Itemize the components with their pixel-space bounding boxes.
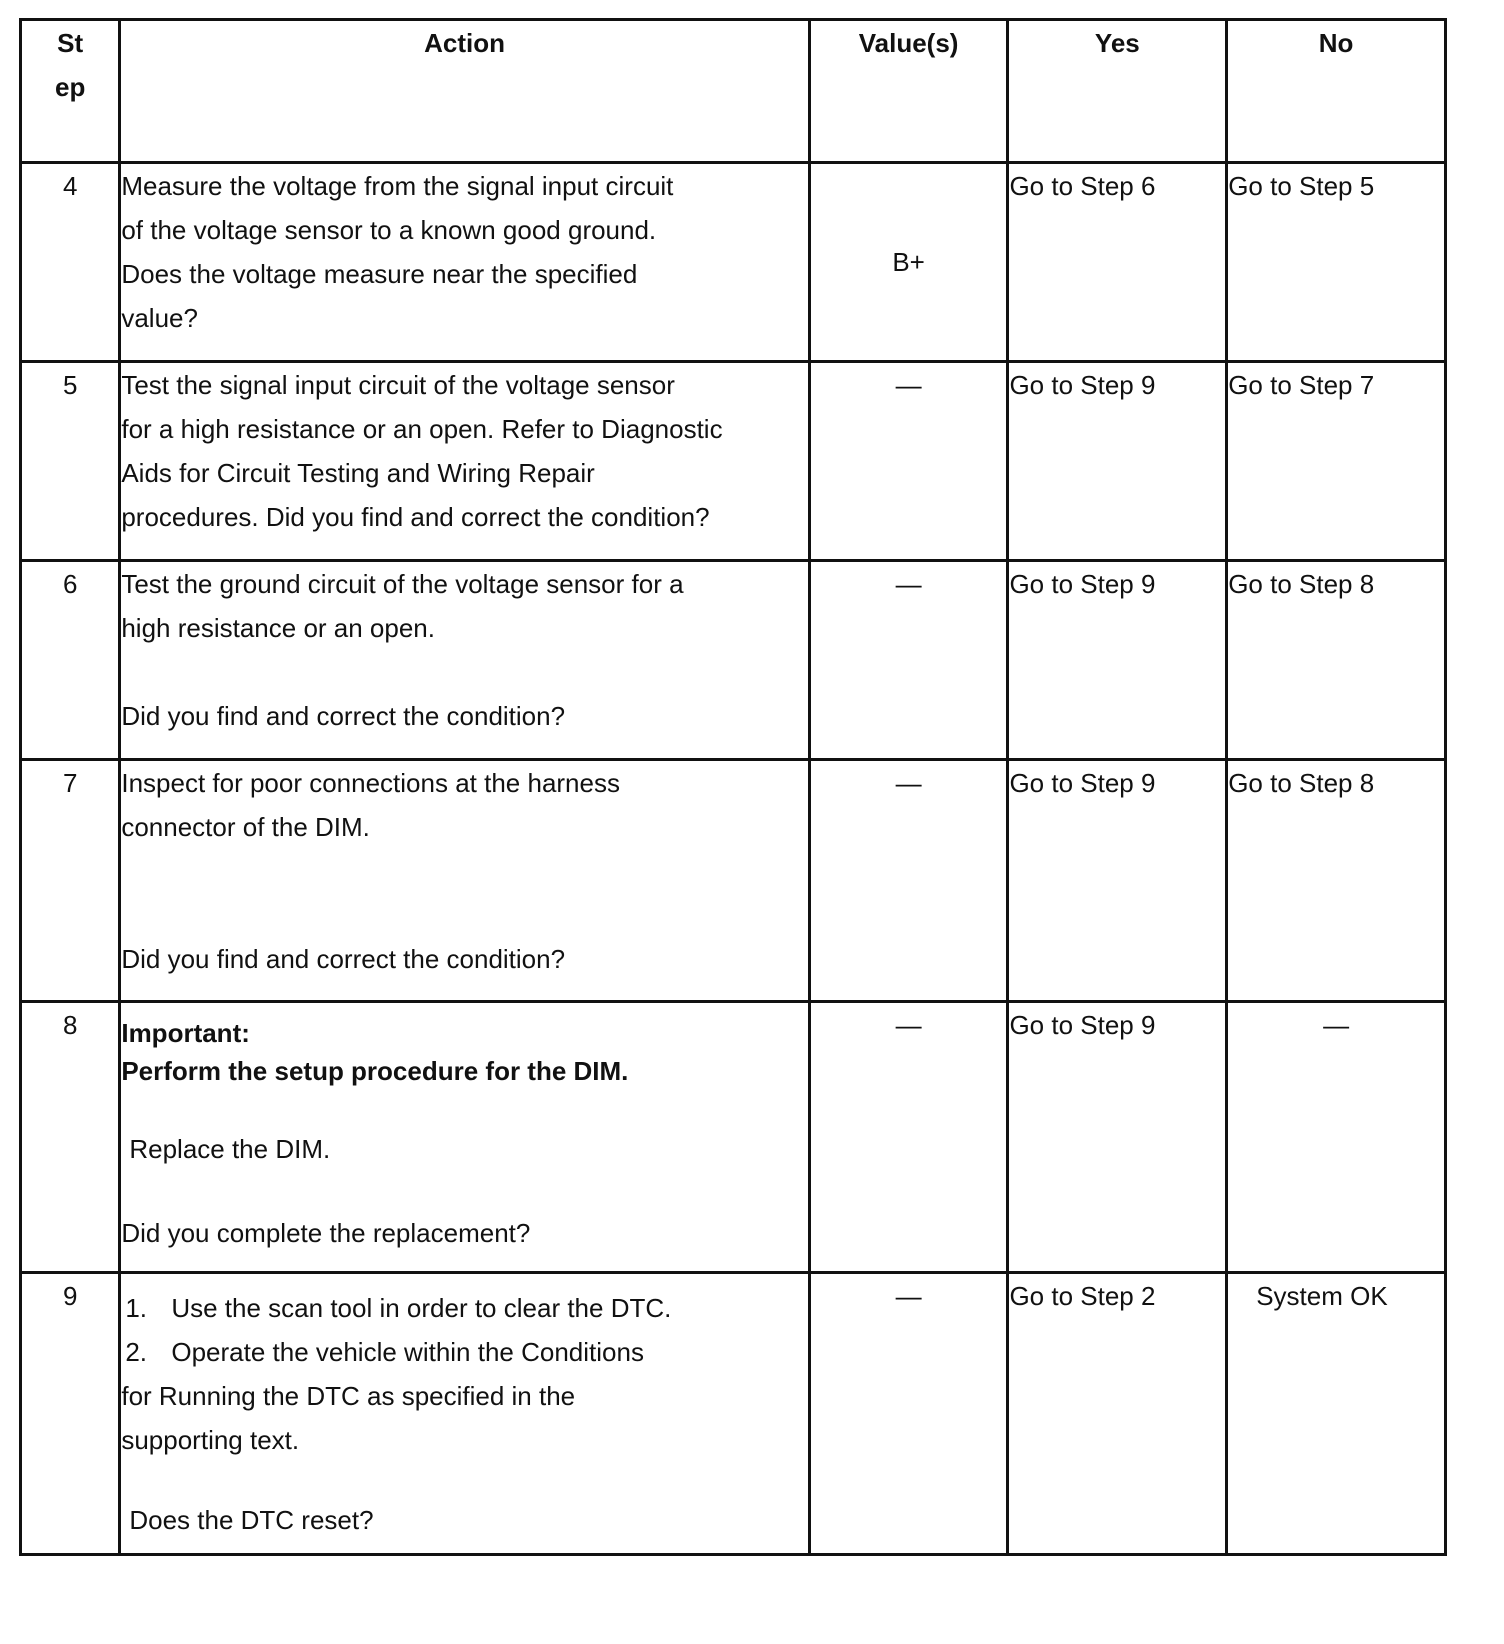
table-row-step-7 bbox=[21, 760, 1446, 1002]
value-cell: B+ bbox=[809, 163, 1008, 362]
yes-result: Go to Step 9 bbox=[1008, 760, 1227, 1002]
yes-result: Go to Step 9 bbox=[1008, 1002, 1227, 1273]
action-line: value? bbox=[121, 303, 198, 333]
header-yes: Yes bbox=[1008, 20, 1227, 163]
step-number: 6 bbox=[21, 561, 120, 760]
step-number: 5 bbox=[21, 362, 120, 561]
table-row-step-5 bbox=[21, 362, 1446, 561]
yes-result: Go to Step 2 bbox=[1008, 1273, 1227, 1555]
table-row-step-8 bbox=[21, 1002, 1446, 1273]
header-no: No bbox=[1227, 20, 1446, 163]
no-result: System OK bbox=[1227, 1273, 1446, 1555]
value-cell: — bbox=[809, 362, 1008, 561]
step-number: 4 bbox=[21, 163, 120, 362]
diagnostic-table bbox=[19, 18, 1447, 1556]
step-number: 8 bbox=[21, 1002, 120, 1273]
yes-result: Go to Step 6 bbox=[1008, 163, 1227, 362]
action-text bbox=[120, 163, 809, 362]
list-number: 2. bbox=[125, 1337, 148, 1367]
action-line: Aids for Circuit Testing and Wiring Repair bbox=[121, 458, 595, 488]
step-number: 7 bbox=[21, 760, 120, 1002]
action-line: Replace the DIM. bbox=[129, 1134, 331, 1164]
value-cell: — bbox=[809, 561, 1008, 760]
value-cell: — bbox=[809, 760, 1008, 1002]
action-line: Test the signal input circuit of the voltage sensor bbox=[121, 370, 675, 400]
list-item bbox=[121, 1286, 807, 1330]
header-step-line1: St bbox=[57, 28, 84, 58]
list-text: Use the scan tool in order to clear the DTC. bbox=[171, 1293, 672, 1323]
action-line: procedures. Did you find and correct the condition? bbox=[121, 502, 710, 532]
list-text: Operate the vehicle within the Conditions bbox=[171, 1337, 644, 1367]
action-line: Did you find and correct the condition? bbox=[121, 944, 566, 974]
action-line: Does the DTC reset? bbox=[129, 1505, 374, 1535]
no-result: Go to Step 5 bbox=[1227, 163, 1446, 362]
action-line: connector of the DIM. bbox=[121, 812, 370, 842]
table-row-step-4 bbox=[21, 163, 1446, 362]
action-text bbox=[120, 362, 809, 561]
value-cell: — bbox=[809, 1273, 1008, 1555]
list-number: 1. bbox=[125, 1293, 148, 1323]
action-text bbox=[120, 1273, 809, 1555]
action-text bbox=[120, 1002, 809, 1273]
action-line: Does the voltage measure near the specified bbox=[121, 259, 638, 289]
action-line: for a high resistance or an open. Refer to Diagnostic bbox=[121, 414, 723, 444]
header-values: Value(s) bbox=[809, 20, 1008, 163]
action-line: Test the ground circuit of the voltage sensor for a bbox=[121, 569, 684, 599]
action-line: for Running the DTC as specified in the bbox=[121, 1381, 576, 1411]
header-step bbox=[21, 20, 120, 163]
table-header-row bbox=[21, 20, 1446, 163]
action-text bbox=[120, 760, 809, 1002]
action-line: of the voltage sensor to a known good ground. bbox=[121, 215, 657, 245]
action-text bbox=[120, 561, 809, 760]
no-result: — bbox=[1227, 1002, 1446, 1273]
action-line: high resistance or an open. bbox=[121, 613, 435, 643]
action-line: supporting text. bbox=[121, 1425, 300, 1455]
action-line: Did you find and correct the condition? bbox=[121, 701, 566, 731]
value-cell: — bbox=[809, 1002, 1008, 1273]
table-row-step-6 bbox=[21, 561, 1446, 760]
important-text: Perform the setup procedure for the DIM. bbox=[121, 1056, 629, 1086]
list-item bbox=[121, 1330, 807, 1374]
action-line: Inspect for poor connections at the harness bbox=[121, 768, 620, 798]
yes-result: Go to Step 9 bbox=[1008, 362, 1227, 561]
no-result: Go to Step 7 bbox=[1227, 362, 1446, 561]
no-result: Go to Step 8 bbox=[1227, 561, 1446, 760]
table-row-step-9 bbox=[21, 1273, 1446, 1555]
step-number: 9 bbox=[21, 1273, 120, 1555]
action-line: Did you complete the replacement? bbox=[121, 1218, 531, 1248]
header-action: Action bbox=[120, 20, 809, 163]
action-line: Measure the voltage from the signal input circuit bbox=[121, 171, 674, 201]
important-label: Important: bbox=[121, 1018, 250, 1048]
header-step-line2: ep bbox=[55, 72, 86, 102]
no-result: Go to Step 8 bbox=[1227, 760, 1446, 1002]
yes-result: Go to Step 9 bbox=[1008, 561, 1227, 760]
